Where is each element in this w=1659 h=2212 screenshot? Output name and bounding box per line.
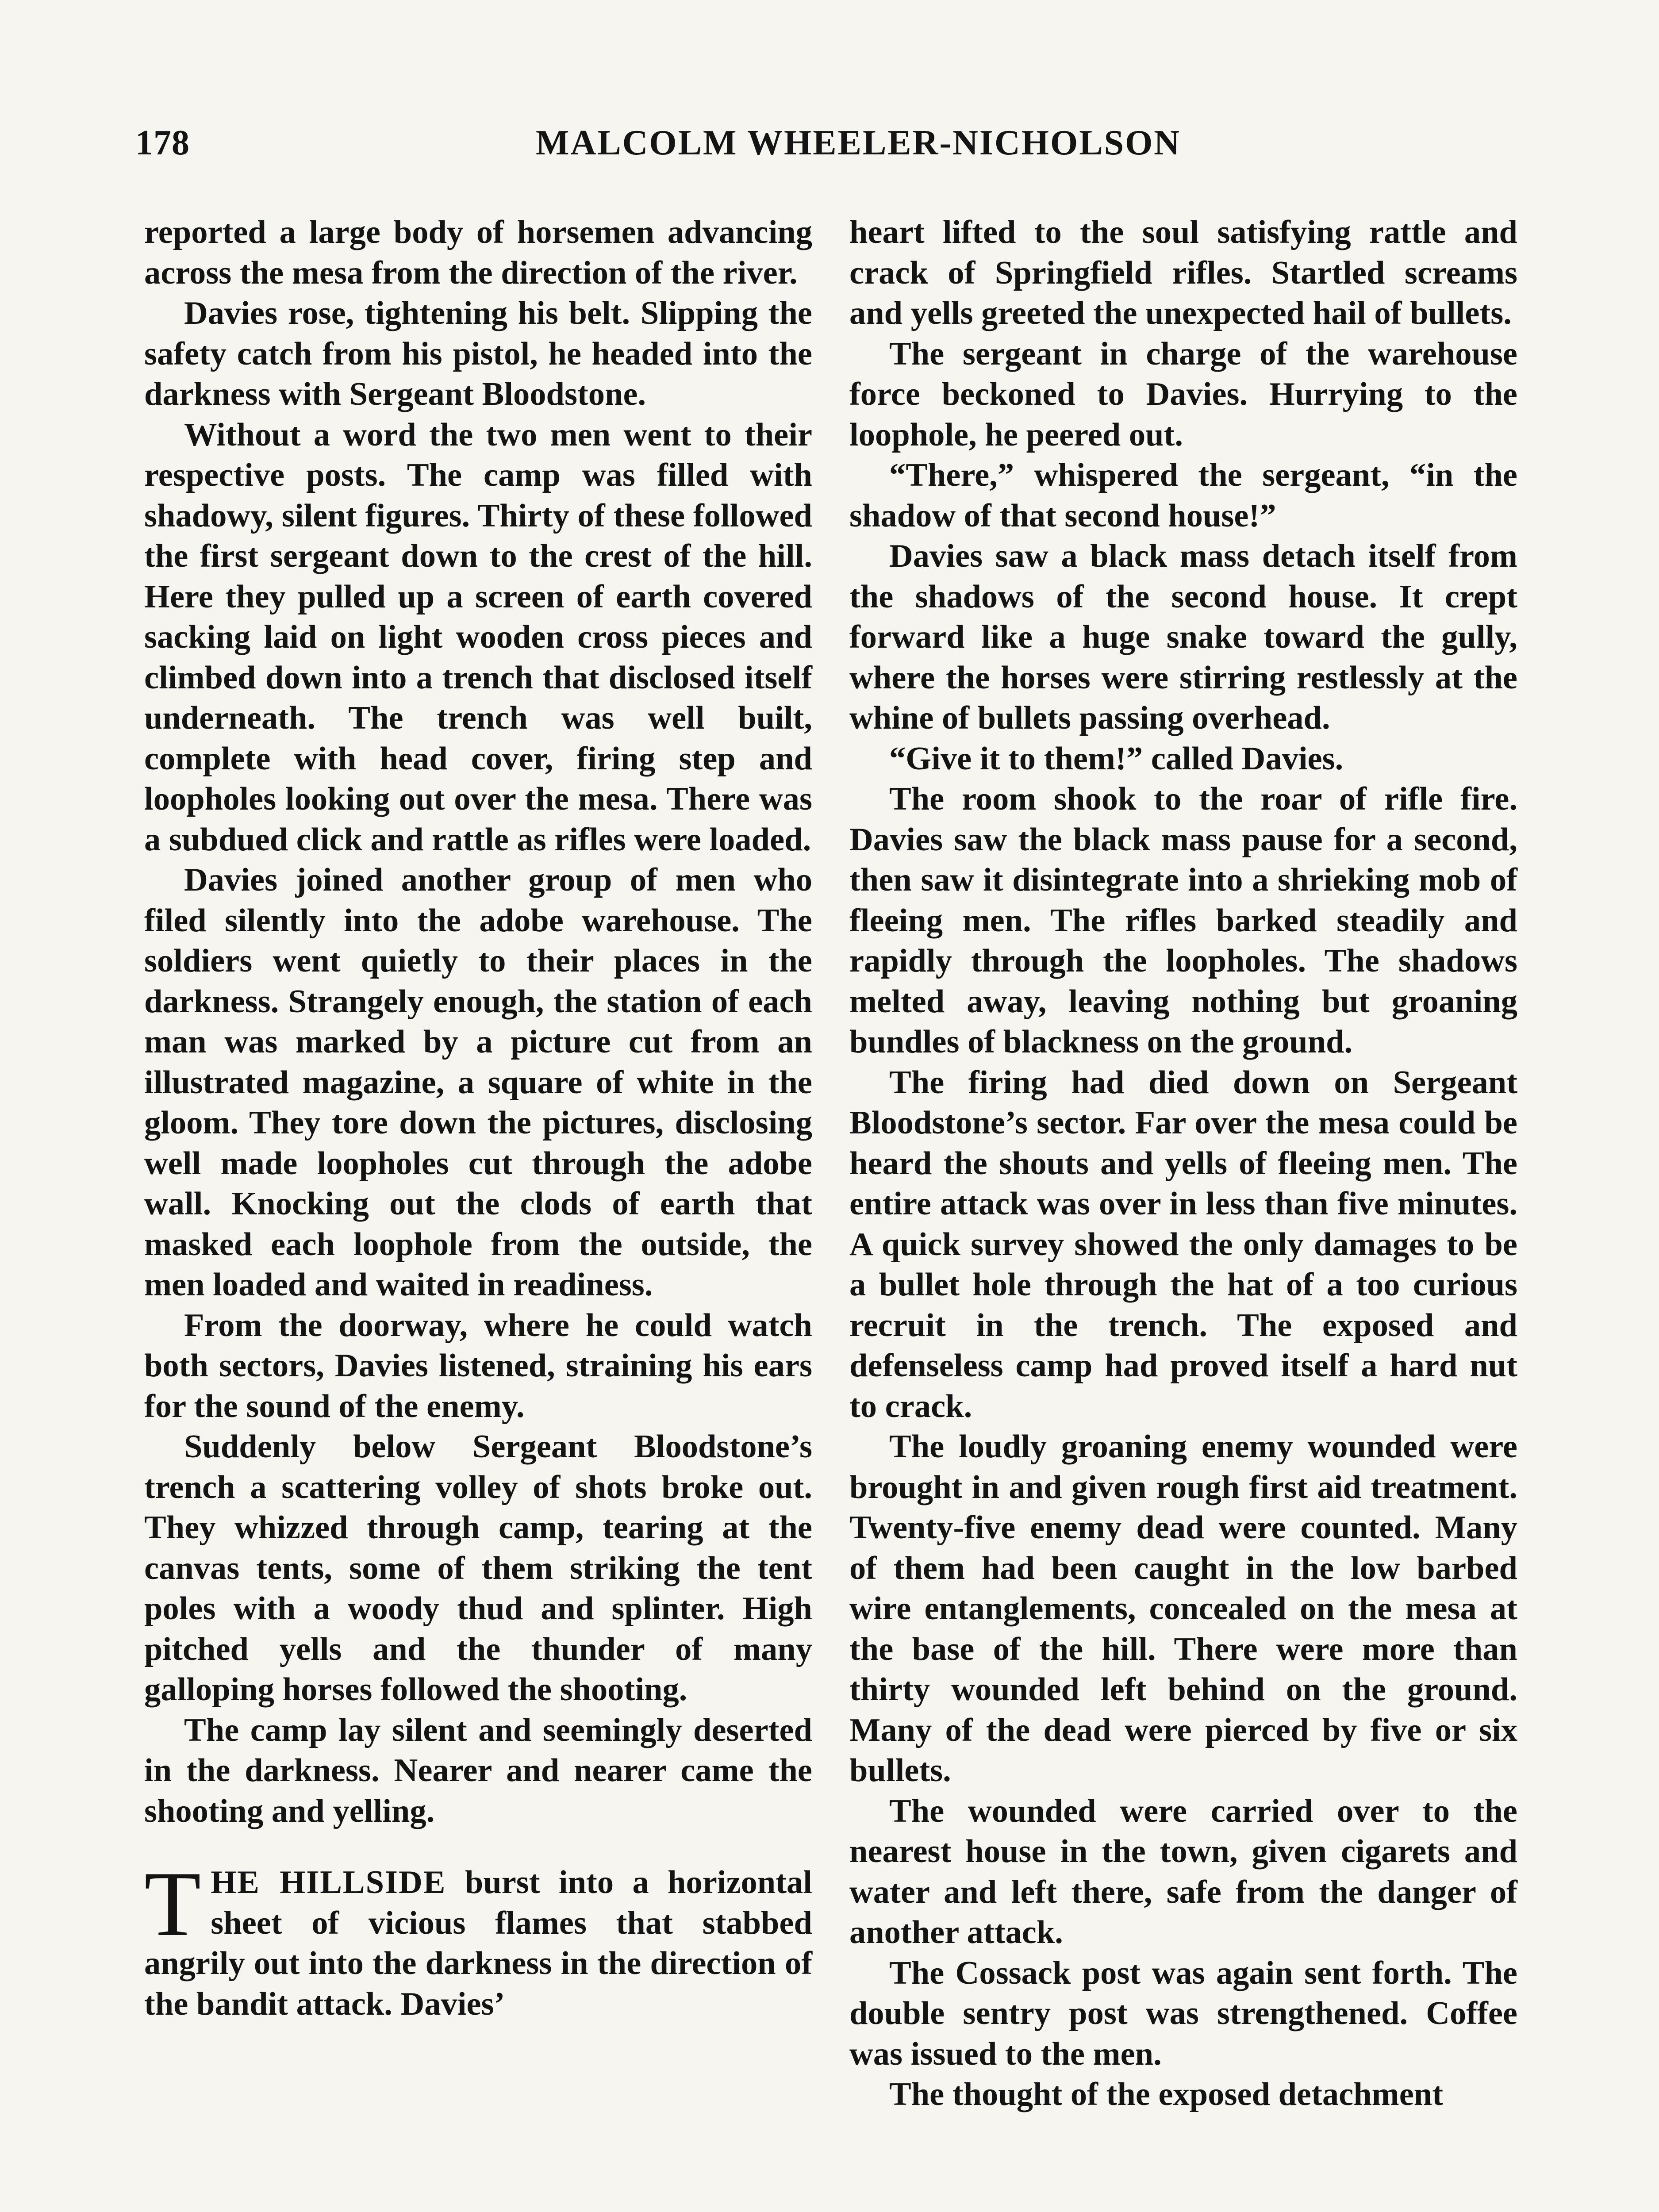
paragraph: Davies rose, tightening his belt. Slipping the safety catch from his pistol, he headed into the darkness with Sergeant Bloodstone. bbox=[144, 295, 812, 412]
running-head: MALCOLM WHEELER-NICHOLSON bbox=[535, 123, 1181, 162]
left-column bbox=[144, 212, 812, 2024]
paragraph: The sergeant in charge of the warehouse force beckoned to Davies. Hurrying to the loophole, he peered out. bbox=[849, 335, 1517, 453]
paragraph: The wounded were carried over to the nearest house in the town, given cigarets and water and left there, safe from the danger of another attack. bbox=[849, 1793, 1517, 1951]
paragraph: The room shook to the roar of rifle fire. Davies saw the black mass pause for a second, then saw it disintegrate into a shrieking mob of fleeing men. The rifles barked steadily and rapidly through the loopholes. The shadows melted away, leaving nothing but groaning bundles of blackness on the ground. bbox=[849, 781, 1517, 1060]
paragraph: reported a large body of horsemen advancing across the mesa from the direction of the river. bbox=[144, 214, 812, 291]
paragraph: The thought of the exposed detachment bbox=[889, 2076, 1444, 2112]
drop-cap: T bbox=[144, 1853, 201, 1955]
section-break bbox=[144, 1832, 812, 1863]
paragraph: “There,” whispered the sergeant, “in the shadow of that second house!” bbox=[849, 457, 1517, 534]
paragraph: Davies saw a black mass detach itself from the shadows of the second house. It crept forward like a huge snake toward the gully, where the horses were stirring restlessly at the whine of bullets passing overhead. bbox=[849, 538, 1517, 736]
paragraph: From the doorway, where he could watch both sectors, Davies listened, straining his ears for the sound of the enemy. bbox=[144, 1307, 812, 1425]
paragraph: The firing had died down on Sergeant Bloodstone’s sector. Far over the mesa could be heard the shouts and yells of fleeing men. The entire attack was over in less than five minutes. A quick survey showed the only damages to be a bullet hole through the hat of a too curious recruit in the trench. The exposed and defenseless camp had proved itself a hard nut to crack. bbox=[849, 1064, 1517, 1425]
paragraph: The loudly groaning enemy wounded were brought in and given rough first aid treatment. Twenty-five enemy dead were counted. Many of them had been caught in the low barbed wire entanglements, concealed on the mesa at the base of the hill. There were more than thirty wounded left behind on the ground. Many of the dead were pierced by five or six bullets. bbox=[849, 1429, 1517, 1789]
paragraph: Davies joined another group of men who filed silently into the adobe warehouse. The soldiers went quietly to their places in the darkness. Strangely enough, the station of each man was marked by a picture cut from an illustrated magazine, a square of white in the gloom. They tore down the pictures, disclosing well made loopholes cut through the adobe wall. Knocking out the clods of earth that masked each loophole from the outside, the men loaded and waited in readiness. bbox=[144, 862, 812, 1303]
paragraph: heart lifted to the soul satisfying rattle and crack of Springfield rifles. Startled screams and yells greeted the unexpected hail of bullets. bbox=[849, 214, 1517, 331]
paragraph-text: burst into a horizontal sheet of vicious flames that stabbed angrily out into the darkness in the direction of the bandit attack. Davies’ bbox=[144, 1864, 812, 2022]
page-number: 178 bbox=[135, 123, 190, 162]
paragraph: “Give it to them!” called Davies. bbox=[889, 740, 1344, 777]
paragraph: Suddenly below Sergeant Bloodstone’s trench a scattering volley of shots broke out. They whizzed through camp, tearing at the canvas tents, some of them striking the tent poles with a woody thud and splinter. High pitched yells and the thunder of many galloping horses followed the shooting. bbox=[144, 1429, 812, 1708]
paragraph: Without a word the two men went to their respective posts. The camp was filled with shadowy, silent figures. Thirty of these followed the first sergeant down to the crest of the hill. Here they pulled up a screen of earth covered sacking laid on light wooden cross pieces and climbed down into a trench that disclosed itself underneath. The trench was well built, complete with head cover, firing step and loopholes looking out over the mesa. There was a subdued click and rattle as rifles were loaded. bbox=[144, 416, 812, 858]
lead-in-text: HE HILLSIDE bbox=[211, 1864, 446, 1901]
paragraph: The Cossack post was again sent forth. The double sentry post was strengthened. Coffee was issued to the men. bbox=[849, 1955, 1517, 2072]
right-column bbox=[849, 212, 1517, 2115]
section-opening-paragraph bbox=[144, 1853, 812, 2024]
paragraph: The camp lay silent and seemingly deserted in the darkness. Nearer and nearer came the shooting and yelling. bbox=[144, 1712, 812, 1829]
